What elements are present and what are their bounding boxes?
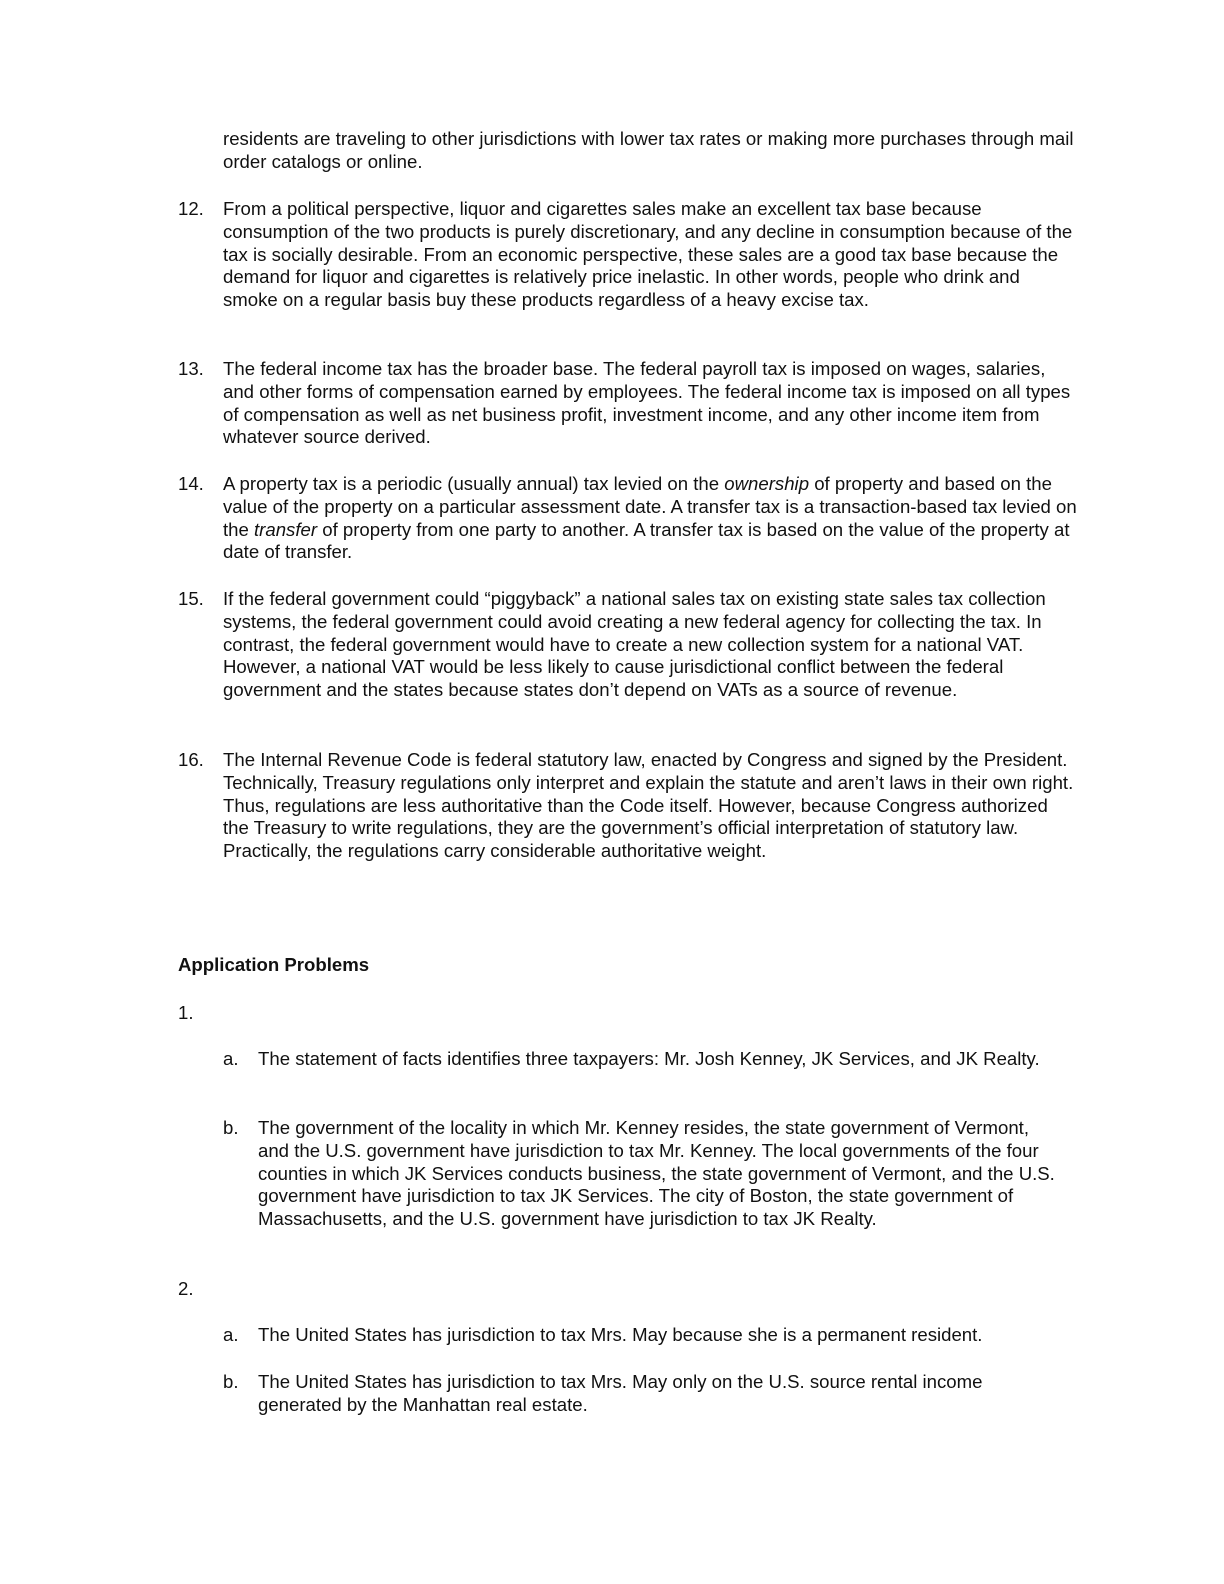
problem-number-1: 1. xyxy=(178,1002,194,1023)
section-heading: Application Problems xyxy=(178,954,370,975)
emphasis-transfer: transfer xyxy=(254,518,318,540)
emphasis-ownership: ownership xyxy=(724,473,810,494)
problem-number-2: 2. xyxy=(178,1278,194,1299)
item-number: 12. xyxy=(178,198,204,219)
answer-item-16 xyxy=(178,749,1078,863)
part-text: The United States has jurisdiction to tax Mrs. May because she is a permanent resident. xyxy=(258,1324,983,1345)
part-letter: a. xyxy=(223,1324,239,1345)
item-text: From a political perspective, liquor and cigarettes sales make an excellent tax base because consumption of the two products is purely discretionary, and any decline in consumption because of the tax is socially desirable. From an economic perspective, these sales are a good tax base because the demand for liquor and cigarettes is relatively price inelastic. In other words, people who drink and smoke on a regular basis buy these products regardless of a heavy excise tax. xyxy=(223,198,1073,311)
item-number: 14. xyxy=(178,473,204,494)
answer-item-13 xyxy=(178,358,1078,449)
continuation-paragraph: residents are traveling to other jurisdictions with lower tax rates or making more purchases through mail order catalogs or online. xyxy=(223,128,1074,172)
problem-1-part-a xyxy=(223,1048,1063,1071)
item-number: 13. xyxy=(178,358,204,379)
item-text: The federal income tax has the broader base. The federal payroll tax is imposed on wages, salaries, and other forms of compensation earned by employees. The federal income tax is imposed on all types of compensation as well as net business profit, investment income, and any other income item from whatever source derived. xyxy=(223,358,1071,448)
problem-2-part-b xyxy=(223,1371,1063,1417)
part-text: The government of the locality in which Mr. Kenney resides, the state government of Vermont, and the U.S. government have jurisdiction to tax Mr. Kenney. The local governments of the four counties in which JK Services conducts business, the state government of Vermont, and the U.S. government have jurisdiction to tax JK Services. The city of Boston, the state government of Massachusetts, and the U.S. government have jurisdiction to tax JK Realty. xyxy=(258,1117,1055,1230)
item-text: If the federal government could “piggyback” a national sales tax on existing state sales tax collection systems, the federal government could avoid creating a new federal agency for collecting the tax. In contrast, the federal government would have to create a new collection system for a national VAT. However, a national VAT would be less likely to cause jurisdictional conflict between the federal government and the states because states don’t depend on VATs as a source of revenue. xyxy=(223,588,1046,701)
part-text: The United States has jurisdiction to tax Mrs. May only on the U.S. source rental income generated by the Manhattan real estate. xyxy=(258,1371,983,1415)
part-letter: b. xyxy=(223,1117,239,1138)
part-letter: a. xyxy=(223,1048,239,1069)
answer-item-15 xyxy=(178,588,1078,702)
answer-item-14 xyxy=(178,473,1078,564)
part-text: The statement of facts identifies three taxpayers: Mr. Josh Kenney, JK Services, and JK Realty. xyxy=(258,1048,1040,1069)
item-number: 16. xyxy=(178,749,204,770)
part-letter: b. xyxy=(223,1371,239,1392)
answer-item-12 xyxy=(178,198,1078,312)
problem-1-part-b xyxy=(223,1117,1063,1231)
item-text: The Internal Revenue Code is federal statutory law, enacted by Congress and signed by the President. Technically, Treasury regulations only interpret and explain the statute and aren’t laws in their own right. Thus, regulations are less authoritative than the Code itself. However, because Congress authorized the Treasury to write regulations, they are the government’s official interpretation of statutory law. Practically, the regulations carry considerable authoritative weight. xyxy=(223,749,1074,862)
item-text: A property tax is a periodic (usually annual) tax levied on the ownership of property and based on the value of the property on a particular assessment date. A transfer tax is a transaction-based tax levied on the transfer of property from one party to another. A transfer tax is based on the value of the property at date of transfer. xyxy=(223,473,1077,563)
item-number: 15. xyxy=(178,588,204,609)
problem-2-part-a xyxy=(223,1324,1063,1347)
